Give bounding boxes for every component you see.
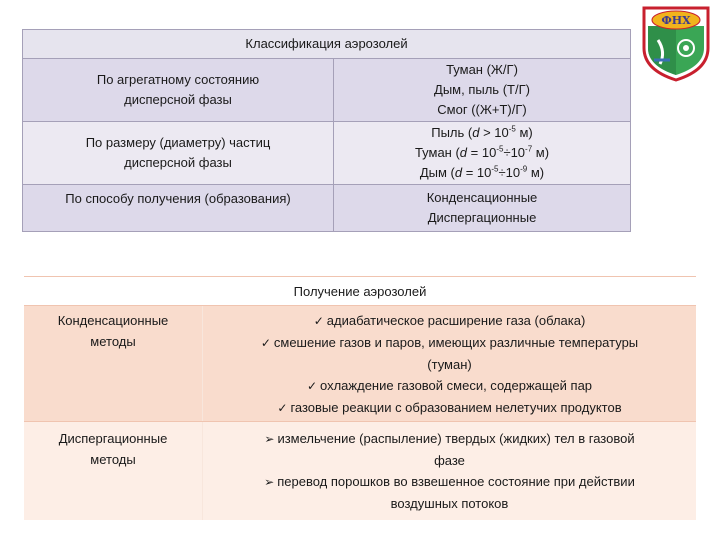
- method-line: Диспергационные: [58, 431, 168, 446]
- production-table: [24, 276, 696, 520]
- criterion-line: дисперсной фазы: [124, 92, 232, 107]
- smoke-label: Дым (: [419, 165, 455, 180]
- check-icon: ✓: [313, 314, 324, 328]
- value-line-dust: [338, 123, 626, 143]
- check-icon: ✓: [260, 336, 271, 350]
- dust-var: d: [472, 125, 480, 140]
- dust-exp: -5: [508, 124, 516, 134]
- fog-unit: м): [532, 145, 550, 160]
- smoke-unit: м): [527, 165, 545, 180]
- value-line: Туман (Ж/Г): [446, 62, 518, 77]
- item-text: смешение газов и паров, имеющих различные температуры: [273, 335, 639, 350]
- value-cell: [334, 185, 631, 232]
- fog-var: d: [459, 145, 468, 160]
- criterion-line: По способу получения (образования): [65, 191, 291, 206]
- table-row: [24, 422, 696, 521]
- production-header-row: [24, 277, 696, 306]
- production-title: Получение аэрозолей: [24, 277, 696, 306]
- item-text: фазе: [434, 453, 465, 468]
- table-row: [23, 122, 631, 185]
- fog-sep: ÷10: [503, 145, 526, 160]
- arrow-right-icon: ➢: [264, 475, 275, 489]
- fog-exp1: -5: [496, 144, 504, 154]
- item-text: охлаждение газовой смеси, содержащей пар: [320, 378, 593, 393]
- value-line-smoke: [338, 163, 626, 183]
- item-text: измельчение (распыление) твердых (жидких) тел в газовой: [277, 431, 635, 446]
- criterion-cell: [23, 59, 334, 122]
- items-cell: [203, 422, 697, 521]
- list-item: [207, 428, 692, 450]
- dust-rel: > 10: [479, 125, 509, 140]
- method-line: методы: [90, 452, 136, 467]
- value-line: Диспергационные: [427, 210, 537, 225]
- dust-label: Пыль (: [431, 125, 473, 140]
- smoke-sep: ÷10: [498, 165, 521, 180]
- item-text: перевод порошков во взвешенное состояние при действии: [277, 474, 635, 489]
- item-text: адиабатическое расширение газа (облака): [326, 313, 586, 328]
- item-text: воздушных потоков: [390, 496, 509, 511]
- classification-header-row: [23, 30, 631, 59]
- classification-title: Классификация аэрозолей: [23, 30, 631, 59]
- value-line: Конденсационные: [426, 190, 538, 205]
- list-item-continuation: [207, 450, 692, 471]
- list-item: [207, 310, 692, 332]
- items-cell: [203, 306, 697, 422]
- criterion-line: дисперсной фазы: [124, 155, 232, 170]
- smoke-var: d: [454, 165, 463, 180]
- list-item: [207, 375, 692, 397]
- table-row: [24, 306, 696, 422]
- classification-table: [22, 29, 631, 232]
- check-icon: ✓: [306, 379, 318, 393]
- list-item: [207, 471, 692, 493]
- smoke-rel: = 10: [462, 165, 492, 180]
- item-text: (туман): [427, 357, 472, 372]
- list-item: [207, 332, 692, 354]
- value-line: Смог ((Ж+Т)/Г): [437, 102, 527, 117]
- criterion-line: По агрегатному состоянию: [96, 72, 260, 87]
- table-row: [23, 59, 631, 122]
- value-line: Дым, пыль (Т/Г): [434, 82, 530, 97]
- value-cell: [334, 122, 631, 185]
- arrow-right-icon: ➢: [264, 432, 275, 446]
- criterion-cell: [23, 122, 334, 185]
- list-item-continuation: [207, 354, 692, 375]
- value-cell: [334, 59, 631, 122]
- fog-rel: = 10: [467, 145, 497, 160]
- dust-unit: м): [515, 125, 533, 140]
- faculty-emblem-logo: [640, 4, 712, 82]
- value-line-fog: [338, 143, 626, 163]
- smoke-exp1: -5: [491, 164, 499, 174]
- fog-exp2: -7: [525, 144, 533, 154]
- fog-label: Туман (: [414, 145, 460, 160]
- smoke-exp2: -9: [520, 164, 528, 174]
- criterion-line: По размеру (диаметру) частиц: [85, 135, 271, 150]
- logo-letters: ФНХ: [661, 14, 691, 27]
- criterion-cell: [23, 185, 334, 232]
- method-cell: [24, 306, 203, 422]
- item-text: газовые реакции с образованием нелетучих продуктов: [290, 400, 622, 415]
- list-item: [207, 397, 692, 419]
- check-icon: ✓: [277, 401, 288, 415]
- method-line: Конденсационные: [57, 313, 169, 328]
- table-row: [23, 185, 631, 232]
- method-cell: [24, 422, 203, 521]
- list-item-continuation: [207, 493, 692, 514]
- method-line: методы: [90, 334, 136, 349]
